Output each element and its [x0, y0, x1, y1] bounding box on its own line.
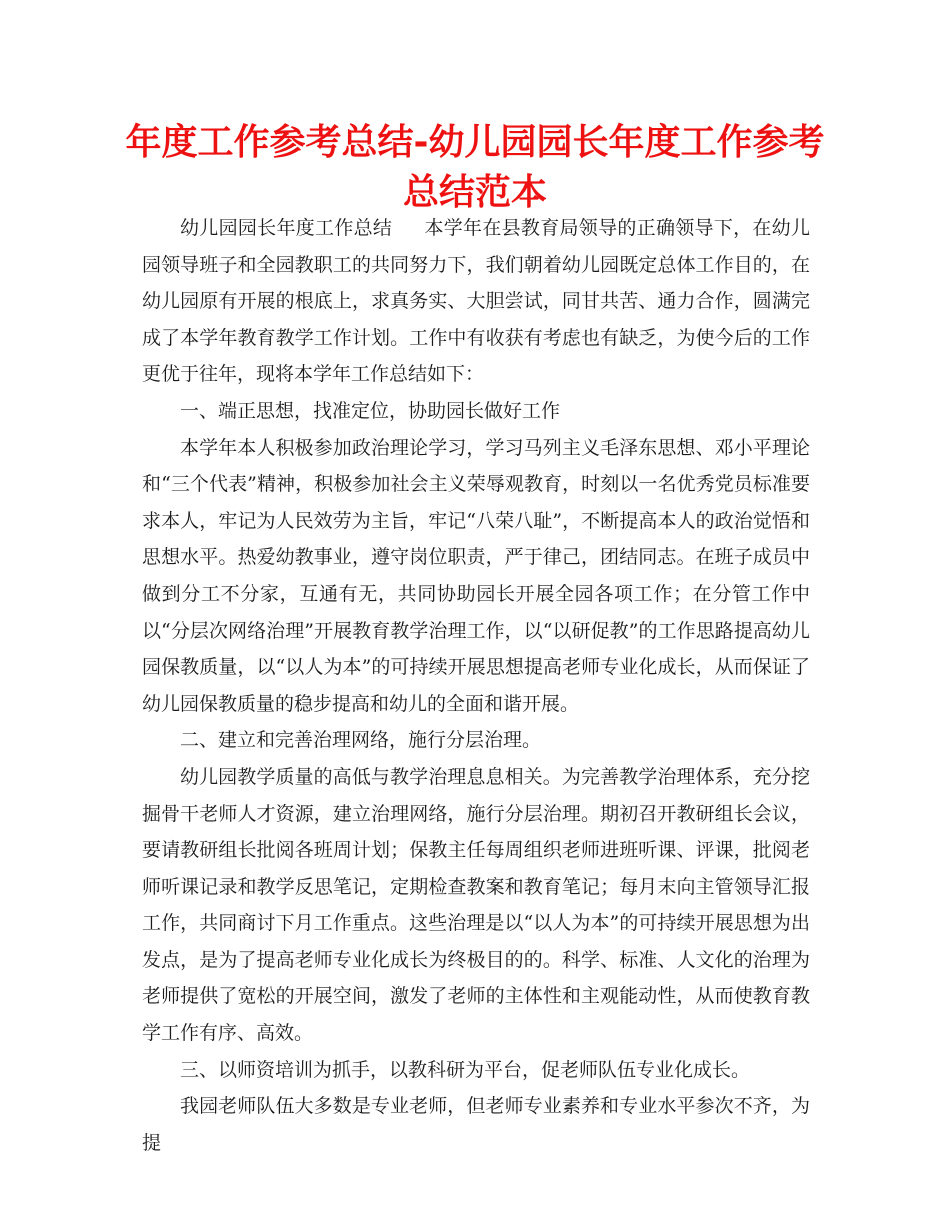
section-heading-1: 一、端正思想，找准定位，协助园长做好工作 [180, 399, 561, 422]
intro-text: 本学年在县教育局领导的正确领导下，在幼儿园领导班子和全园教职工的共同努力下，我们朝着幼儿园既定总体工作目的，在幼儿园原有开展的根底上，求真务实、大胆尝试，同甘共苦、通力合作，圆满完成了本学年教育教学工作计划。工作中有收获有考虑也有缺乏，为使今后的工作更优于往年，现将本学年工作总结如下： [142, 217, 810, 386]
section-paragraph-2: 幼儿园教学质量的高低与教学治理息息相关。为完善教学治理体系，充分挖掘骨干老师人才资源，建立治理网络，施行分层治理。期初召开教研组长会议，要请教研组长批阅各班周计划；保教主任每周组织老师进班听课、评课，批阅老师听课记录和教学反思笔记，定期检查教案和教育笔记；每月末向主管领导汇报工作，共同商讨下月工作重点。这些治理是以“以人为本”的可持续开展思想为出发点，是为了提高老师专业化成长为终极目的的。科学、标准、人文化的治理为老师提供了宽松的开展空间，激发了老师的主体性和主观能动性，从而使教育教学工作有序、高效。 [142, 765, 810, 1045]
section-paragraph-3: 我园老师队伍大多数是专业老师，但老师专业素养和专业水平参次不齐，为提 [142, 1095, 810, 1154]
document-title: 年度工作参考总结-幼儿园园长年度工作参考总结范本 [125, 122, 825, 213]
section-paragraph-1: 本学年本人积极参加政治理论学习，学习马列主义毛泽东思想、邓小平理论和“三个代表”精神，积极参加社会主义荣辱观教育，时刻以一名优秀党员标准要求本人，牢记为人民效劳为主旨，牢记“八荣八耻”，不断提高本人的政治觉悟和思想水平。热爱幼教事业，遵守岗位职责，严于律己，团结同志。在班子成员中做到分工不分家，互通有无，共同协助园长开展全园各项工作；在分管工作中以“分层次网络治理”开展教育教学治理工作，以“以研促教”的工作思路提高幼儿园保教质量，以“以人为本”的可持续开展思想提高老师专业化成长，从而保证了幼儿园保教质量的稳步提高和幼儿的全面和谐开展。 [142, 436, 810, 715]
section-heading-3: 三、以师资培训为抓手，以教科研为平台，促老师队伍专业化成长。 [180, 1058, 751, 1081]
intro-heading: 幼儿园园长年度工作总结 [180, 217, 393, 239]
document-body [142, 210, 810, 1161]
intro-paragraph [142, 210, 810, 393]
section-heading-2: 二、建立和完善治理网络，施行分层治理。 [180, 729, 542, 752]
